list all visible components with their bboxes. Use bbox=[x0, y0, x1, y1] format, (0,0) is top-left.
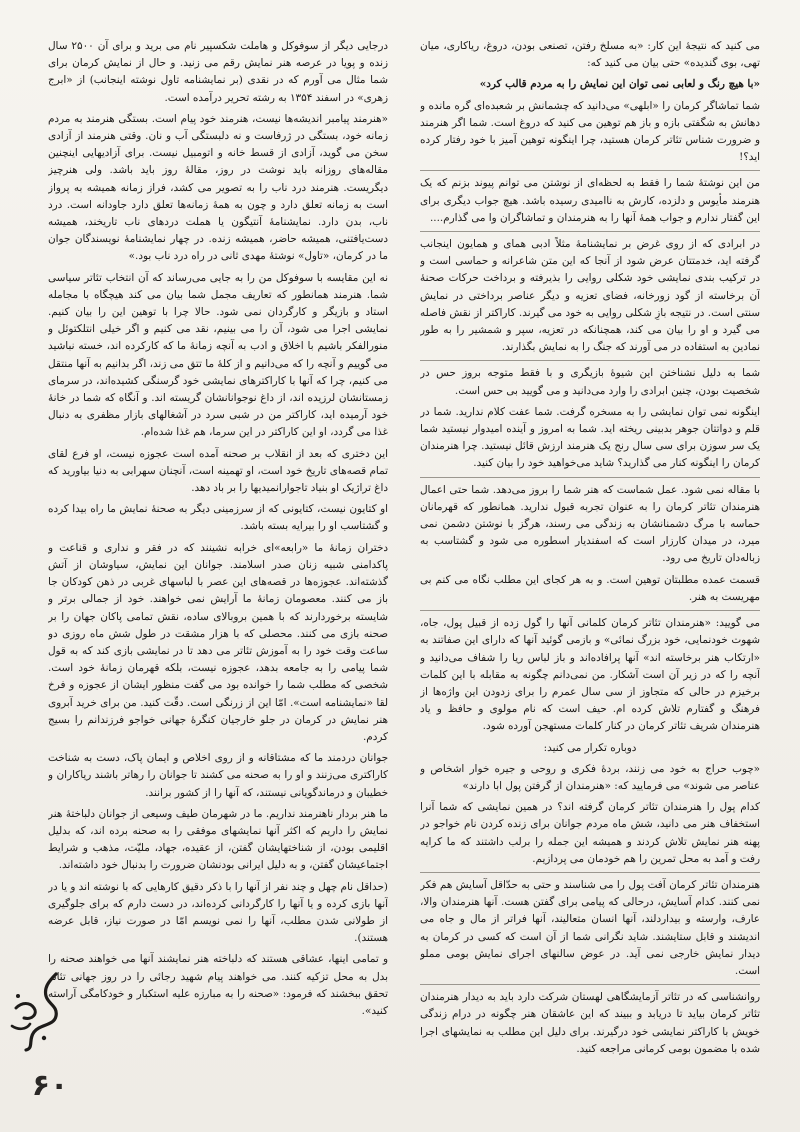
left-column bbox=[48, 38, 388, 1078]
divider bbox=[420, 610, 760, 611]
paragraph: شما تماشاگر کرمان را «ابلهی» می‌دانید که چشمانش بر شعبده‌ای گره مانده و دهانش به شگفتی بازه و باز هم توهین می کنید که دروغ است. شما اگر هنرمند و ضرورت شناس تئاتر کرمان هستید، چرا اینگونه توهین آمیز با خود رفتار کرده اید؟! bbox=[420, 99, 760, 164]
paragraph: در ابرادی که از روی غرض بر نمایشنامهٔ مثلاً ادبی همای و همایون اینجانب گرفته اید، خدمتتان عرض شود از آنجا که این متن شاعرانه و حماسی است و در ترکیب بندی نمایشی خود شکلی روایی را بذیرفته و برداخت حرکات صحنهٔ آن برخاسته از گود زورخانه، فضای تعزیه و دیگر عناصر برداختی در نمایش سنتی است. در نتیجه بازِ شکلی روایی به خود می گیرند. کاراکتر از نقش فاصله می گیرد و او را بیان می کند، همچنانکه در تعزیه، سپر و شمشیر را به طور نمادین به استفاده در می آورند که جنگ را به نمایش بگذارند. bbox=[420, 238, 760, 354]
quote-paragraph: «هنرمند پیامبر اندیشه‌ها نیست، هنرمند خود پیام است. بستگی هنرمند به مردم زمانه خود، بستگی در ژرفاست و نه دلبستگی آب و نان. وقتی هنرمند از آزادی سخن می گوید، آزادی از قسط خانه و اتومبیل نیست. برای آزادیهایی اینچنین مقاله‌های روزانه باید نوشت در روز، مقالهٔ روز باید باشد. ولی هنرچیز دیگریست. هنرمند درد ناب را به تصویر می کشد، فراز زمانه همیشه به پرواز است به زمانه تعلق دارد و چون به همهٔ زمانه‌ها تعلق دارد جاودانه است. درد ناب، بدن دارد. نمایشنامهٔ آنتیگون یا هملت دردهای ناب تاریخند، همیشه دست‌یافتنی، همیشه حاضر، همیشه زنده. در چهار نمایشنامهٔ نویسندگان جوان ما در کرمان، «تاول» نوشتهٔ مهدی ثانی در راه درد ناب بود.» bbox=[48, 112, 388, 263]
divider bbox=[420, 477, 760, 478]
paragraph: قسمت عمده مطلبتان توهین است. و به هر کجای این مطلب نگاه می کنم بی مهریست به هنر. bbox=[420, 573, 760, 603]
divider bbox=[420, 360, 760, 361]
paragraph: من این نوشتهٔ شما را فقط به لحظه‌ای از نوشتن می توانم پیوند بزنم که یک هنرمند مأیوس و دلزده، کارش به ناامیدی رسیده باشد. هیچ جواب دیگری برای این گفتار ندارم و جواب همهٔ آنها را به هنرمندان و تماشاگران وا می گذارم.... bbox=[420, 177, 760, 224]
kerman-logo bbox=[4, 968, 70, 1054]
paragraph: می گویید: «هنرمندان تئاتر کرمان کلمانی آنها را گول زده از قبیل پول، جاه، شهوت خودنمایی، خود بزرگ نمائی» و بازمی گوئید آنها که دارای این صفاتند به «ارتکاب هنر برخاسته اند» آنها پرافاده‌اند و باز لباس ریا را شفاف می‌دانید و آنچه را که در زیر آن است آشکار. من نمی‌دانم چگونه به مقابله با این کلمات برخیزم در حالی که متجاوز از سی سال عمرم را برای زدودن این واژه‌ها از فرهنگ و گفتارم تلاش کرده ام. حیف است که نام مولوی و حافظ و یاد هنرمندان شریف تئاتر کرمان در کنار کلمات مستهجن آورده شود. bbox=[420, 617, 760, 733]
paragraph: دختران زمانهٔ ما «رابعه»ای خرابه نشینند که در فقر و نداری و قناعت و پاکدامنی شبیه زنان صدر اسلامند. جوانان این نمایش، سیاوشان از آتش گذشته‌اند. عجوزه‌ها در قصه‌های این عصر با لباسهای غربی در ذهن کودکان جا باز می کنند. معصومان زمانهٔ ما آرایش نمی خواهند. خود از جمالی برتر و شایسته برخوردارند که با همین بروبالای ساده، نقش تمامی پاکان جهان را بر صحنه بازی می کنند. محصلی که با هزار مشقت در طول شش ماه روزی دو ساعت وقت خود را به آموزش تئاتر می دهد تا در نمایشی بازی کند که به قول شما پیامی را به جامعه بدهد، عجوزه نیست، بلکه قهرمان زمانهٔ خود است. شخصی که مطلب شما را خوانده بود می گفت منظور ایشان از عجوزه و فرخ لقا «نمایشنامه است». امّا این از زرنگی است. دقّت کنید. من برای خرید آبروی هنر نمایش در کرمان در جلو خارجیان کنگرهٔ جهانی خواجو فرزندانم را بسیج کردم. bbox=[48, 541, 388, 743]
paragraph: این دختری که بعد از انقلاب بر صحنه آمده است عجوزه نیست، او فرع لقای تمام قصه‌های تاریخ خود است، او تهمینه است، آنچنان سهرابی به دنیا بیاورید که داغ تراژیک او بنیاد تاجوارانمیدیها را بر باد دهد. bbox=[48, 447, 388, 495]
quote-line: «با هیچ رنگ و لعابی نمی توان این نمایش را به مردم قالب کرد» bbox=[479, 78, 760, 91]
paragraph: ما هنر بردار ناهنرمند نداریم. ما در شهرمان طیف وسیعی از جوانان دلباختهٔ هنر نمایش را داریم که اکثر آنها نمایشهای موفقی را به صحنه برده اند، که بدلیل اقلیمی بودن، از شناختهایشان گفتن، از عقیده، جهاد، ملیّت، مذهب و شرایط اجتماعیشان گفتن، و به دلیل ایرانی بودنشان ضرورت را بدنبال خود داشته‌اند. bbox=[48, 807, 388, 872]
paragraph: جوانان دردمند ما که مشتاقانه و از روی اخلاص و ایمان پاک، دست به شناخت کاراکتری می‌زنند و او را به صحنه می کشند تا جوانان را رهاتر باشند ریاکاران و خطیبان و درماندگویانی نیستند، که آنها را از کشور برانند. bbox=[48, 752, 388, 799]
paragraph: می کنید که نتیجهٔ این کار: «به مسلخ رفتن، تصنعی بودن، دروغ، ریاکاری، میان تهی، بوی گندیده» حتی بیان می کنید که: bbox=[420, 40, 760, 70]
paragraph: درجایی دیگر از سوفوکل و هاملت شکسپیر نام می برید و برای آن ۲۵۰۰ سال زنده و پویا در عرصه هنر نمایش رقم می زنید. و حال از نمایش کرمان برای شما مثال می آورم که در نقدی (بر نمایشنامه تاول نوشته اینجانب) از «ابرج زهری» در اسفند ۱۳۵۴ به رشته تحریر درآمده است. bbox=[48, 40, 388, 104]
paragraph: روانشناسی که در تئاتر آزمایشگاهی لهستان شرکت دارد باید به دیدار هنرمندان تئاتر کرمان بیاید تا دریابد و ببیند که این عاشقان هنر چگونه در درام زندگی خویش با کاراکتر نمایشی خود درگیرند. برای دلیل این مطلب به نمایشهای اجرا شده با مضمون بومی کرمانی مراجعه کنید. bbox=[420, 991, 760, 1055]
divider bbox=[420, 231, 760, 232]
paragraph: «چوب حراج به خود می زنند، بردهٔ فکری و روحی و جیره خوار اشخاص و عناصر می شوند» می فرمایید که: «هنرمندان از گرفتن پول ابا دارند» bbox=[420, 762, 760, 792]
paragraph: اینگونه نمی توان نمایشی را به مسخره گرفت. شما عفت کلام ندارید. شما در قلم و دواتتان جوهر بدبینی ریخته اید. شما به امروز و آینده امیدوار نیستید شما یک سر سوزن برای سی سال رنج یک هنرمند ارزش قائل نیستید. چرا هنرمندان کرمان را اینگونه کنار می گذارید؟ شاید می‌خواهید خود را بیان کنید. bbox=[420, 405, 760, 470]
divider bbox=[420, 984, 760, 985]
paragraph: و تمامی اینها، عشاقی هستند که دلباخته هنر نمایشند آنها می خواهند صحنه را بدل به محل تزکیه کنند. می خواهند پیام شهید رجائی را در روز جهانی تئاتر تحقق ببخشند که فرمود: «صحنه را به مبارزه علیه استکبار و خودکامگی آراسته کنید». bbox=[48, 953, 388, 1017]
page-number: ۶۰ bbox=[31, 1068, 69, 1103]
divider bbox=[420, 872, 760, 873]
right-column bbox=[420, 38, 760, 1078]
paragraph: دوباره تکرار می کنید: bbox=[543, 741, 637, 754]
paragraph: (حداقل نام چهل و چند نفر از آنها را با ذکر دقیق کارهایی که با نوشته اند و یا در آنها بازی کرده و یا آنها را کارگردانی کرده‌اند، در دست دارم که برای جلوگیری از طولانی شدن مطلب، آنها را نمی نویسم امّا در صورت نیاز، قابل عرضه هستند). bbox=[48, 880, 388, 945]
paragraph: با مقاله نمی شود. عمل شماست که هنر شما را بروز می‌دهد. شما حتی اعمال هنرمندان تئاتر کرمان را به عنوان تجربه قبول ندارید. همانطور که قهرمانان حماسه با مرگ دشمنانشان به زندگی می رسند، هرگز با نوشتن دشمن نمی میرد، در میدان کارزار است که اسفندیار اسطوره می شود و گشتاسب به زباله‌دان تاریخ می رود. bbox=[420, 483, 760, 565]
divider bbox=[420, 170, 760, 171]
paragraph: هنرمندان تئاتر کرمان آفت پول را می شناسند و حتی به حدّاقل آسایش هم فکر نمی کنند. کدام آسایش، درحالی که پیامی برای گفتن هست. آنها هنرمندان والا، عارف، وارسته و بیداردلند، آنها انسان متعالیند، آنها فراتر از مال و جاه می اندیشند و قابل ستایشند. شاید نگرانی شما از آن است که کسی در کرمان به دیدار نمایش خارجی نمی آید. در عوض سالنهای اجرای نمایش بومی مملو است. bbox=[420, 878, 760, 977]
paragraph: نه این مقایسه با سوفوکل من را به جایی می‌رساند که آن انتخاب تئاتر سیاسی شما. هنرمند همانطور که تعاریف مجمل شما بیان می کند هیچگاه با مجامله استاد و بازیگر و کارگردان نمی شود. حالا چرا با توهین این را بیان کنیم. نمایشی اجرا می شود، آن را می بینیم، نقد می کنیم و اگر خیلی انتلکتوئل و منورالفکر باشیم با اخلاق و ادب به آنچه زمانهٔ ما که کارکرده اند، خسته نباشید می گوییم و آنچه را که می‌دانیم و از کلهٔ ما تتق می زند، اگر بدانیم به آنها منتقل می کنیم، چرا که آنها با کاراکترهای نمایشی خود گرسنگی کشیده‌اند، در سرمای زمستانشان لرزیده اند، از داغ نوجوانانشان گریسته اند. و آنگاه که شما در خانهٔ خود آرمیده اید، کاراکتر من در شبی سرد در آشغالهای بازار مظفری به دنبال غذا می گردد، او این کاراکتر در این سرما، هم غذا شده‌ام. bbox=[48, 271, 388, 439]
paragraph: او کتایون نیست، کتایونی که از سرزمینی دیگر به صحنهٔ نمایش ما راه بیدا کرده و گشتاسب او را بیرایه بسته باشد. bbox=[48, 503, 388, 533]
paragraph: کدام پول را هنرمندان تئاتر کرمان گرفته اند؟ در همین نمایشی که شما آنرا استخفاف هنر می دانید، شش ماه مردم جوانان برای زنده کردن نام خواجو در پهنه هنر نمایش تلاش کردند و همیشه این جمله را برلب داشتند که ما کرایه رفت و آمد به محل تمرین را هم خودمان می پردازیم. bbox=[420, 801, 760, 865]
paragraph: شما به دلیل نشناختن این شیوهٔ بازیگری و با فقط متوجه بروز حس در شخصیت بودن، چنین ابرادی را وارد می‌دانید و می گویید بی حس است. bbox=[420, 367, 760, 397]
